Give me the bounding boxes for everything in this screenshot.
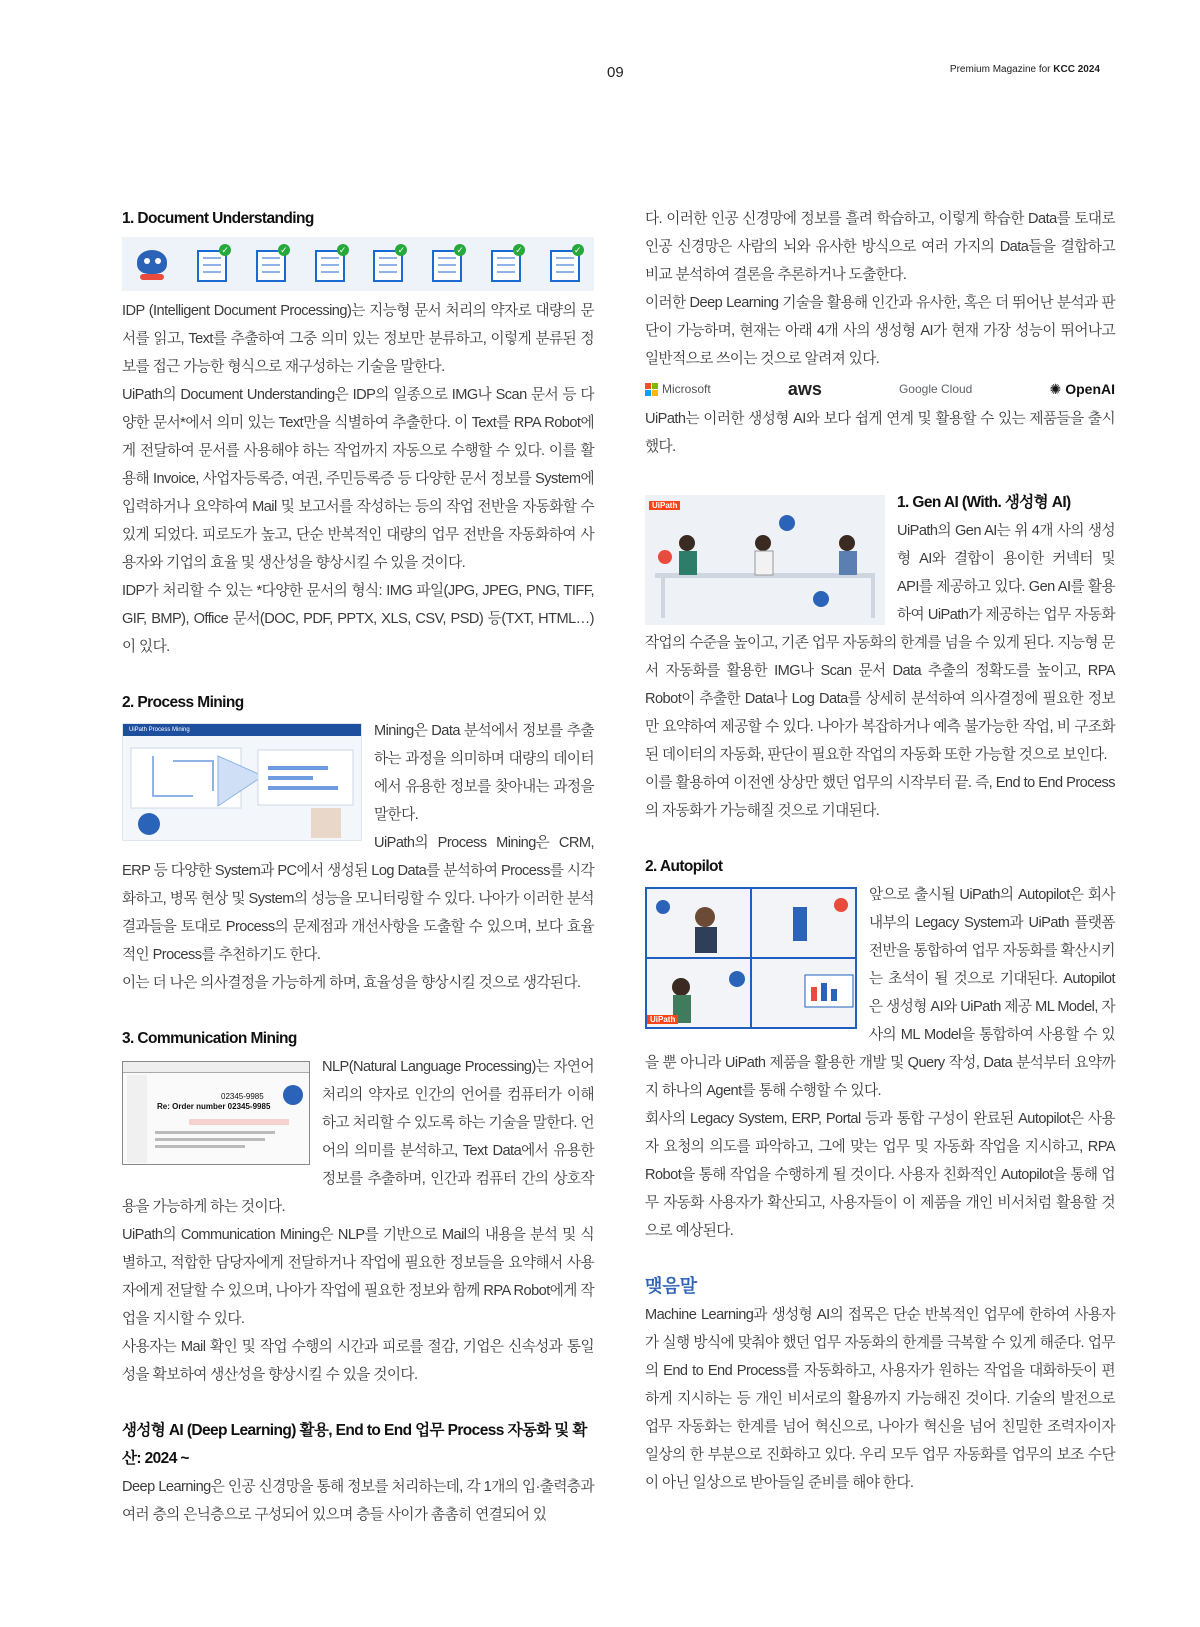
robot-icon	[132, 244, 172, 284]
order-number: 02345-9985	[221, 1092, 264, 1101]
microsoft-logo: Microsoft	[645, 382, 711, 396]
ai-vendor-logos	[645, 375, 1115, 403]
aws-logo: aws	[787, 378, 822, 399]
gen-ai-office-illustration	[645, 495, 885, 625]
process-mining-illustration	[122, 723, 362, 841]
uipath-logo-small: UiPath	[647, 1015, 678, 1024]
page-number: 09	[607, 64, 624, 81]
paragraph: 이러한 Deep Learning 기술을 활용해 인간과 유사한, 혹은 더 뛰어난 분석과 판단이 가능하며, 현재는 아래 4개 사의 생성형 AI가 현재 가장 성능이 뛰어나고 일반적으로 쓰이는 것으로 알려져 있다.	[645, 295, 1115, 367]
uipath-logo: UiPath	[649, 501, 680, 510]
paragraph: NLP(Natural Language Processing)는 자연어 처리의 약자로 인간의 언어를 컴퓨터가 이해하고 처리할 수 있도록 하는 기술을 말한다. 언어의 의미를 분석하고, Text Data에서 유용한 정보를 추출하며, 인간과 컴퓨터 간의 상호작용을 가능하게 하는 것이다.	[122, 1059, 594, 1215]
paragraph: UiPath의 Document Understanding은 IDP의 일종으로 IMG나 Scan 문서 등 다양한 문서*에서 의미 있는 Text만을 식별하여 추출한다. 이 Text를 RPA Robot에게 전달하여 문서를 사용해야 하는 작업까지 자동으로 수행할 수 있다. 이를 활용해 Invoice, 사업자등록증, 여권, 주민등록증 등 다양한 문서 정보를 System에 입력하거나 요약하여 Mail 및 보고서를 작성하는 등의 작업 전반을 자동화할 수 있게 되었다. 피로도가 높고, 단순 반복적인 대량의 업무 전반을 자동화하여 사용자와 기업의 효율 및 생산성을 향상시킬 수 있을 것이다.	[122, 387, 594, 571]
paragraph: UiPath는 이러한 생성형 AI와 보다 쉽게 연계 및 활용할 수 있는 제품들을 출시했다.	[645, 411, 1115, 455]
document-check-icon: ✓	[193, 244, 231, 284]
section-title-autopilot: 2. Autopilot	[645, 858, 723, 875]
paragraph: Mining은 Data 분석에서 정보를 추출하는 과정을 의미하며 대량의 데이터에서 유용한 정보를 찾아내는 과정을 말한다.	[374, 723, 594, 823]
paragraph: 이는 더 나은 의사결정을 가능하게 하며, 효율성을 향상시킬 것으로 생각된다.	[122, 975, 581, 991]
closing-title: 맺음말	[645, 1276, 698, 1296]
mail-client-illustration	[122, 1061, 310, 1165]
document-invoice-icon: ✓	[546, 244, 584, 284]
document-flow-icon: ✓	[252, 244, 290, 284]
right-column	[645, 205, 1115, 1497]
paragraph: IDP가 처리할 수 있는 *다양한 문서의 형식: IMG 파일(JPG, JPEG, PNG, TIFF, GIF, BMP), Office 문서(DOC, PDF, PPTX, XLS, CSV, PSD) 등(TXT, HTML…)이 있다.	[122, 583, 594, 655]
document-table-icon: ✓	[311, 244, 349, 284]
paragraph: 앞으로 출시될 UiPath의 Autopilot은 회사 내부의 Legacy System과 UiPath 플랫폼 전반을 통합하여 업무 자동화를 확산시키는 초석이 될 것으로 기대된다. Autopilot은 생성형 AI와 UiPath 제공 ML Model, 자사의 ML Model을 통합하여 사용할 수 있을 뿐 아니라 UiPath 제품을 활용한 개발 및 Query 작성, Data 분석부터 요약까지 하나의 Agent를 통해 수행할 수 있다.	[645, 887, 1115, 1099]
paragraph: Machine Learning과 생성형 AI의 접목은 단순 반복적인 업무에 한하여 사용자가 실행 방식에 맞춰야 했던 업무 자동화의 한계를 극복할 수 있게 해준다. 업무의 End to End Process를 자동화하고, 사용자가 원하는 작업을 대화하듯이 편하게 지시하는 등 개인 비서로의 활용까지 가능해진 것이다. 기술의 발전으로 업무 자동화는 한계를 넘어 혁신으로, 나아가 혁신을 넘어 친밀한 조력자이자 일상의 한 부분으로 진화하고 있다. 우리 모두 업무 자동화를 업무의 보조 수단이 아닌 일상으로 받아들일 준비를 해야 한다.	[645, 1307, 1115, 1491]
autopilot-scene	[645, 887, 857, 1029]
mail-subject: Re: Order number 02345-9985	[157, 1102, 271, 1111]
paragraph: UiPath의 Gen AI는 위 4개 사의 생성형 AI와 결합이 용이한 커넥터 및 API를 제공하고 있다. Gen AI를 활용하여 UiPath가 제공하는 업무 자동화 작업의 수준을 높이고, 기존 업무 자동화의 한계를 넘을 수 있게 된다. 지능형 문서 자동화를 활용한 IMG나 Scan 문서 Data 추출의 정확도를 높이고, RPA Robot이 추출한 Data나 Log Data를 상세히 분석하여 의사결정에 필요한 정보만 요약하여 제공할 수 있다. 나아가 복잡하거나 예측 불가능한 작업, 비 구조화된 데이터의 자동화, 판단이 필요한 작업의 자동화 또한 가능할 것으로 보인다.	[645, 523, 1115, 763]
section-title-communication-mining: 3. Communication Mining	[122, 1030, 297, 1047]
section-title-generative-ai: 생성형 AI (Deep Learning) 활용, End to End 업무 Process 자동화 및 확산: 2024 ~	[122, 1422, 587, 1467]
paragraph: IDP (Intelligent Document Processing)는 지능형 문서 처리의 약자로 대량의 문서를 읽고, Text를 추출하여 그중 의미 있는 정보만 분류하고, 이렇게 분류된 정보를 접근 가능한 형식으로 재구성하는 기술을 말한다.	[122, 303, 594, 375]
paragraph: UiPath의 Process Mining은 CRM, ERP 등 다양한 System과 PC에서 생성된 Log Data를 분석하여 Process를 시각화하고, 병목 현상 및 System의 성능을 모니터링할 수 있다. 나아가 이러한 분석 결과들을 토대로 Process의 문제점과 개선사항을 도출할 수 있으며, 보다 효율적인 Process를 추천하기도 한다.	[122, 835, 594, 963]
left-column	[122, 205, 594, 1529]
paragraph: Deep Learning은 인공 신경망을 통해 정보를 처리하는데, 각 1개의 입·출력층과 여러 층의 은닉층으로 구성되어 있으며 층들 사이가 촘촘히 연결되어 있	[122, 1479, 594, 1523]
paragraph: 다. 이러한 인공 신경망에 정보를 흘려 학습하고, 이렇게 학습한 Data를 토대로 인공 신경망은 사람의 뇌와 유사한 방식으로 여러 가지의 Data들을 결합하고 비교 분석하여 결론을 추론하거나 도출한다.	[645, 211, 1115, 283]
document-form-icon: ✓	[369, 244, 407, 284]
mail-body-lines	[123, 1073, 310, 1165]
process-flow-diagram	[123, 736, 362, 841]
paragraph: 이를 활용하여 이전엔 상상만 했던 업무의 시작부터 끝. 즉, End to End Process의 자동화가 가능해질 것으로 기대된다.	[645, 775, 1115, 819]
document-icons-strip	[122, 237, 594, 291]
google-cloud-logo: Google Cloud	[898, 382, 973, 396]
office-workers-scene	[645, 495, 885, 625]
section-title-gen-ai: 1. Gen AI (With. 생성형 AI)	[897, 494, 1071, 511]
process-mining-window-title: UiPath Process Mining	[123, 724, 361, 736]
document-text-icon: ✓	[487, 244, 525, 284]
openai-logo: ✺ OpenAI	[1049, 380, 1115, 397]
section-title-document-understanding: 1. Document Understanding	[122, 210, 314, 227]
document-sign-icon: ✓	[428, 244, 466, 284]
paragraph: 회사의 Legacy System, ERP, Portal 등과 통합 구성이 완료된 Autopilot은 사용자 요청의 의도를 파악하고, 그에 맞는 업무 및 자동화 작업을 지시하고, RPA Robot을 통해 작업을 수행하게 될 것이다. 사용자 친화적인 Autopilot을 통해 업무 자동화 사용자가 확산되고, 사용자들이 이 제품을 개인 비서처럼 활용할 것으로 예상된다.	[645, 1111, 1115, 1239]
magazine-header: Premium Magazine for KCC 2024	[949, 64, 1100, 75]
paragraph: UiPath의 Communication Mining은 NLP를 기반으로 Mail의 내용을 분석 및 식별하고, 적합한 담당자에게 전달하거나 작업에 필요한 정보들을 요약해서 사용자에게 전달할 수 있으며, 나아가 작업에 필요한 정보와 함께 RPA Robot에게 작업을 지시할 수 있다.	[122, 1227, 594, 1327]
section-title-process-mining: 2. Process Mining	[122, 694, 244, 711]
paragraph: 사용자는 Mail 확인 및 작업 수행의 시간과 피로를 절감, 기업은 신속성과 통일성을 확보하여 생산성을 향상시킬 수 있을 것이다.	[122, 1339, 594, 1383]
autopilot-illustration	[645, 887, 857, 1029]
